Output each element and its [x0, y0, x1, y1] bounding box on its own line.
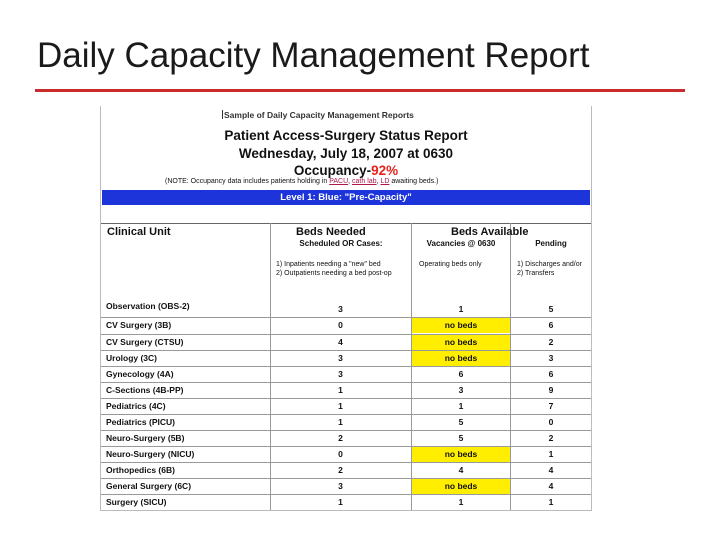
row-pending: 2: [548, 433, 554, 443]
row-vacancies: no beds: [412, 335, 510, 350]
row-vacancies: 1: [458, 304, 464, 314]
row-unit: Pediatrics (PICU): [106, 417, 175, 427]
row-unit: Surgery (SICU): [106, 497, 167, 507]
row-unit: Urology (3C): [106, 353, 157, 363]
row-unit: C-Sections (4B-PP): [106, 385, 184, 395]
row-beds-needed: 1: [338, 401, 343, 411]
note-suffix: awaiting beds.): [389, 178, 439, 185]
row-beds-needed: 1: [338, 497, 343, 507]
level-banner: Level 1: Blue: "Pre-Capacity": [102, 190, 590, 205]
desc-needed-1: 1) Inpatients needing a "new" bed: [276, 261, 381, 268]
table-row: [101, 350, 591, 366]
note-cath-lab: cath lab: [352, 178, 377, 185]
row-unit: CV Surgery (3B): [106, 320, 172, 330]
desc-pending: [517, 261, 589, 278]
row-beds-needed: 2: [338, 465, 343, 475]
row-unit: Observation (OBS-2): [106, 301, 190, 311]
row-vacancies: 5: [458, 433, 464, 443]
status-report-image: [100, 106, 592, 511]
row-unit: Pediatrics (4C): [106, 401, 166, 411]
note-ld: LD: [380, 178, 390, 185]
title-divider: [35, 89, 685, 92]
header-clinical-unit: Clinical Unit: [107, 226, 171, 238]
row-pending: 3: [548, 353, 554, 363]
table-row: [101, 299, 591, 315]
occupancy-label: Occupancy-: [293, 163, 372, 178]
row-beds-needed: 3: [338, 304, 343, 314]
row-pending: 1: [548, 449, 554, 459]
occupancy-value: 92%: [371, 163, 399, 178]
table-top-border: [101, 223, 591, 224]
table-row: [101, 462, 591, 478]
row-pending: 5: [548, 304, 554, 314]
header-beds-available: Beds Available: [451, 226, 529, 238]
note-pacu: PACU: [329, 178, 349, 185]
note-prefix: (NOTE: Occupancy data includes patients holding in: [165, 178, 330, 185]
row-beds-needed: 3: [338, 369, 343, 379]
subheader-vacancies: Vacancies @ 0630: [426, 239, 496, 248]
row-vacancies: 6: [458, 369, 464, 379]
row-pending: 4: [548, 465, 554, 475]
row-unit: Gynecology (4A): [106, 369, 174, 379]
desc-pending-2: 2) Transfers: [517, 269, 555, 277]
table-row: [101, 446, 591, 462]
row-pending: 7: [548, 401, 554, 411]
row-beds-needed: 2: [338, 433, 343, 443]
table-row: [101, 494, 591, 510]
row-pending: 0: [548, 417, 554, 427]
table-row: [101, 366, 591, 382]
desc-beds-needed: [276, 261, 408, 278]
row-pending: 9: [548, 385, 554, 395]
row-vacancies: 4: [458, 465, 464, 475]
slide-title: Daily Capacity Management Report: [37, 36, 590, 75]
report-caption: Sample of Daily Capacity Management Reports: [224, 110, 414, 120]
row-unit: Neuro-Surgery (NICU): [106, 449, 195, 459]
row-vacancies: no beds: [412, 447, 510, 462]
row-beds-needed: 0: [338, 449, 343, 459]
row-vacancies: no beds: [412, 479, 510, 494]
desc-pending-1: 1) Discharges and/or: [517, 261, 582, 268]
occupancy: [101, 163, 591, 178]
row-unit: Orthopedics (6B): [106, 465, 175, 475]
subheader-pending: Pending: [535, 239, 567, 248]
row-vacancies: no beds: [412, 318, 510, 333]
row-beds-needed: 1: [338, 385, 343, 395]
row-pending: 2: [548, 337, 554, 347]
header-beds-needed: Beds Needed: [296, 226, 366, 238]
desc-needed-2: 2) Outpatients needing a bed post-op: [276, 269, 392, 277]
table-row: [101, 478, 591, 494]
row-unit: Neuro-Surgery (5B): [106, 433, 185, 443]
table-row: [101, 398, 591, 414]
row-vacancies: 1: [458, 497, 464, 507]
desc-vacancies: Operating beds only: [419, 261, 482, 268]
row-vacancies: 1: [458, 401, 464, 411]
occupancy-note: (NOTE: Occupancy data includes patients holding in PACU, cath lab, LD awaiting beds.): [165, 178, 439, 185]
row-beds-needed: 1: [338, 417, 343, 427]
row-beds-needed: 0: [338, 320, 343, 330]
table-row: [101, 334, 591, 350]
row-pending: 6: [548, 369, 554, 379]
report-date: Wednesday, July 18, 2007 at 0630: [238, 146, 454, 161]
row-beds-needed: 3: [338, 353, 343, 363]
row-vacancies: no beds: [412, 351, 510, 366]
subheader-scheduled: Scheduled OR Cases:: [299, 239, 383, 248]
table-row: [101, 317, 591, 333]
report-title: Patient Access-Surgery Status Report: [224, 128, 468, 143]
row-beds-needed: 4: [338, 337, 343, 347]
table-row: [101, 382, 591, 398]
table-row: [101, 430, 591, 446]
row-unit: CV Surgery (CTSU): [106, 337, 184, 347]
row-vacancies: 5: [458, 417, 464, 427]
row-vacancies: 3: [458, 385, 464, 395]
row-beds-needed: 3: [338, 481, 343, 491]
row-pending: 4: [548, 481, 554, 491]
row-unit: General Surgery (6C): [106, 481, 192, 491]
row-pending: 1: [548, 497, 554, 507]
row-pending: 6: [548, 320, 554, 330]
table-row: [101, 414, 591, 430]
